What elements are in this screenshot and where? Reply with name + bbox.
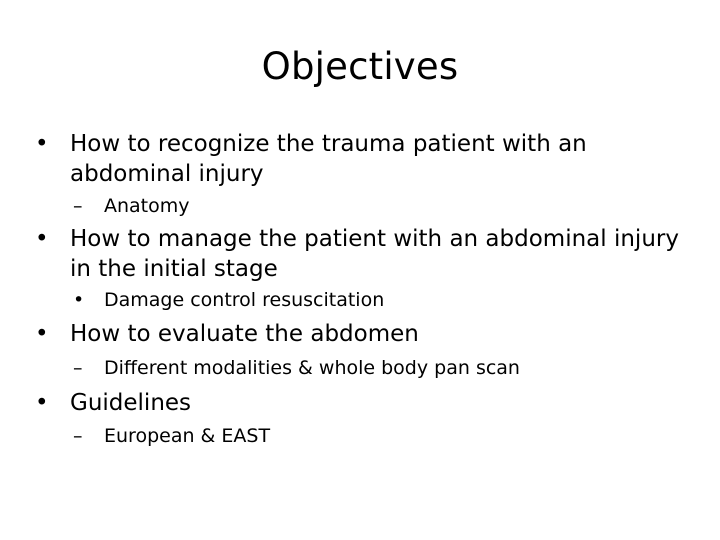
bullet-text: How to recognize the trauma patient with an abdominal injury	[70, 131, 587, 187]
bullet-text: How to evaluate the abdomen	[70, 321, 419, 347]
bullet-marker: •	[73, 289, 85, 311]
bullet-marker: •	[35, 321, 49, 347]
sub-bullet-item	[73, 424, 693, 448]
sub-bullet-text: Anatomy	[104, 195, 190, 217]
bullet-marker: •	[35, 226, 49, 252]
sub-bullet-item	[73, 356, 693, 380]
bullet-text: Guidelines	[70, 390, 192, 416]
sub-bullet-text: European & EAST	[104, 425, 271, 447]
bullet-item	[35, 129, 685, 189]
bullet-marker: •	[35, 131, 49, 157]
bullet-item	[35, 224, 685, 284]
dash-marker: –	[73, 195, 83, 217]
bullet-marker: •	[35, 390, 49, 416]
dash-marker: –	[73, 425, 83, 447]
bullet-text: How to manage the patient with an abdominal injury in the initial stage	[70, 226, 679, 282]
bullet-item	[35, 388, 685, 418]
sub-bullet-text: Different modalities & whole body pan scan	[104, 357, 520, 379]
slide-title: Objectives	[261, 45, 459, 88]
sub-bullet-item	[73, 288, 693, 312]
sub-bullet-text: Damage control resuscitation	[104, 289, 385, 311]
bullet-item	[35, 319, 685, 349]
dash-marker: –	[73, 357, 83, 379]
sub-bullet-item	[73, 194, 693, 218]
